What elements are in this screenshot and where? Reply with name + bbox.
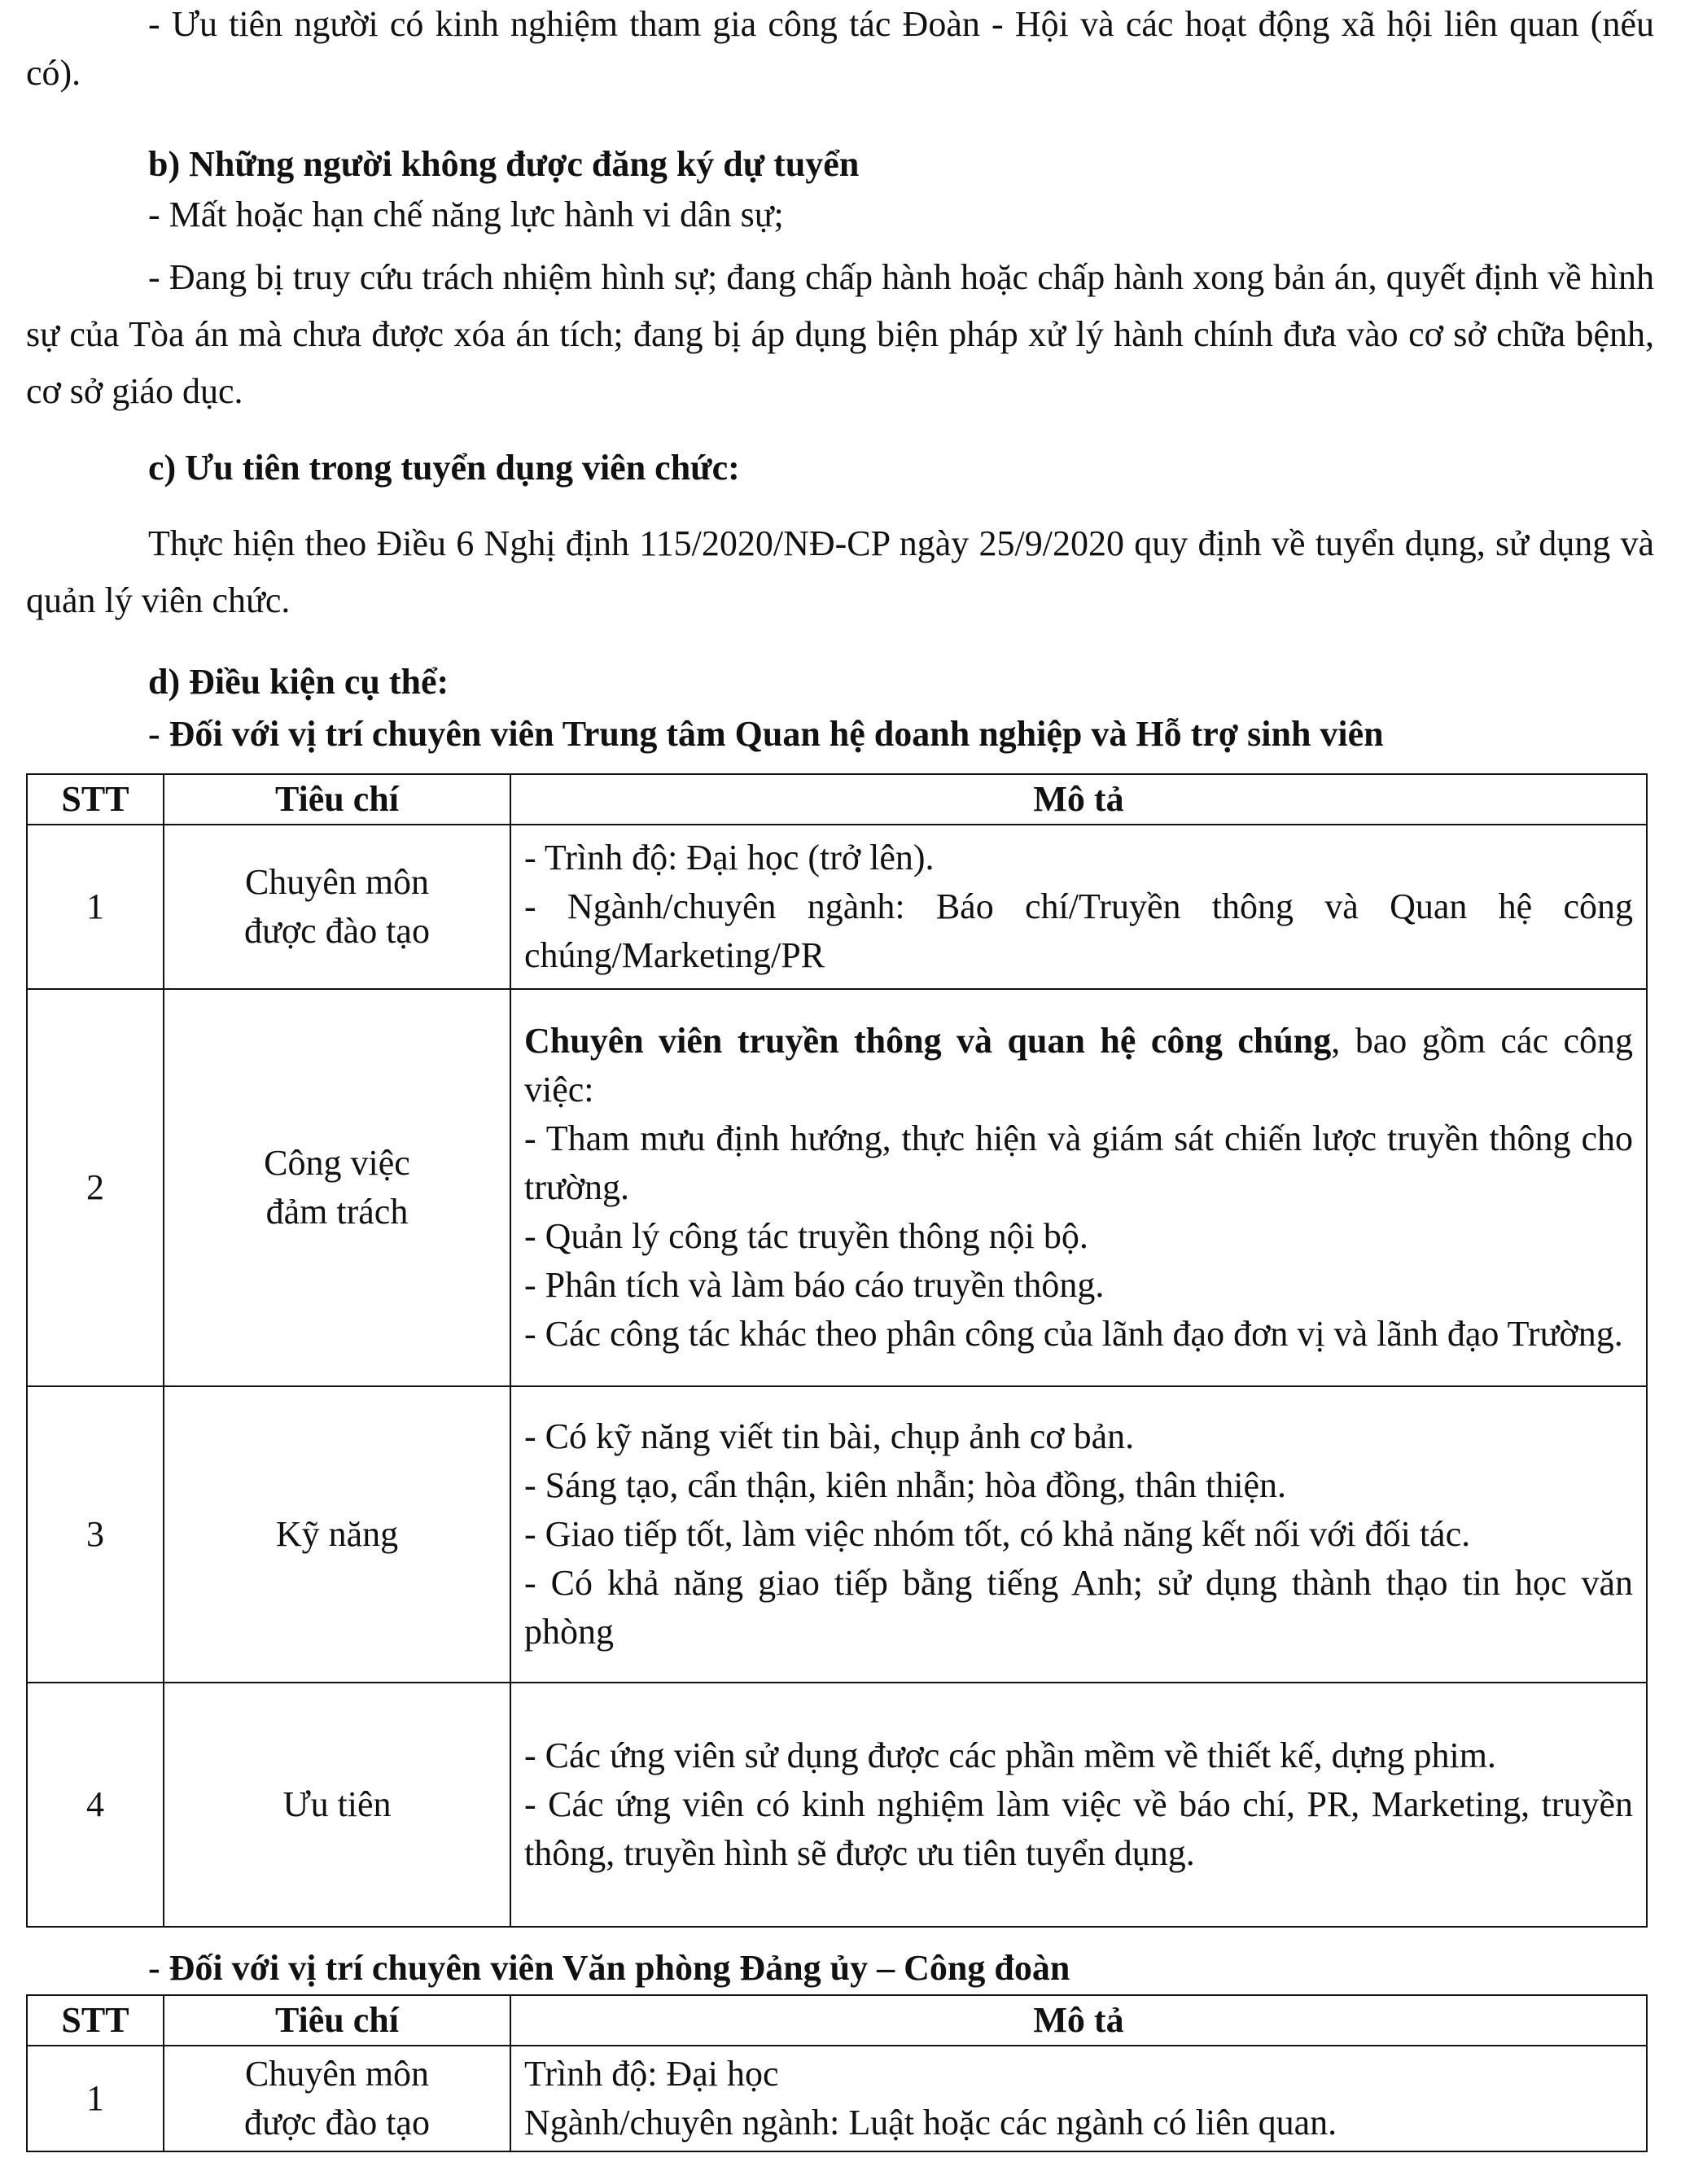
row-stt: 3 [27,1386,164,1683]
row-desc [510,1683,1647,1927]
criteria-table-1 [26,773,1648,1928]
header-desc: Mô tả [510,774,1647,825]
section-d-sub2: - Đối với vị trí chuyên viên Văn phòng Đảng ủy – Công đoàn [148,1948,1070,1988]
row-desc [510,989,1647,1386]
table-row [27,1386,1647,1683]
row-stt: 1 [27,825,164,989]
desc-line: - Giao tiếp tốt, làm việc nhóm tốt, có khả năng kết nối với đối tác. [524,1514,1471,1554]
row-criteria [164,989,510,1386]
header-desc: Mô tả [510,1995,1647,2046]
table-row [27,989,1647,1386]
desc-line: - Sáng tạo, cẩn thận, kiên nhẫn; hòa đồng, thân thiện. [524,1465,1286,1505]
desc-line: - Có kỹ năng viết tin bài, chụp ảnh cơ bản. [524,1416,1135,1456]
desc-line: - Các ứng viên sử dụng được các phần mềm về thiết kế, dựng phim. [524,1735,1496,1775]
section-c-body: Thực hiện theo Điều 6 Nghị định 115/2020/NĐ-CP ngày 25/9/2020 quy định về tuyển dụng, sử dụng và quản lý viên chức. [26,523,1654,620]
table-row [27,825,1647,989]
row-desc [510,2046,1647,2151]
row-desc [510,825,1647,989]
desc-line: - Quản lý công tác truyền thông nội bộ. [524,1216,1088,1256]
criteria-table-2 [26,1994,1648,2152]
section-c-heading: c) Ưu tiên trong tuyển dụng viên chức: [148,448,740,488]
row-stt: 1 [27,2046,164,2151]
row-criteria [164,1683,510,1927]
table-header-row [27,1995,1647,2046]
header-stt: STT [27,1995,164,2046]
desc-bold-title: Chuyên viên truyền thông và quan hệ công chúng [524,1021,1332,1061]
desc-line: Trình độ: Đại học [524,2054,779,2094]
table-row [27,1683,1647,1927]
desc-line: - Phân tích và làm báo cáo truyền thông. [524,1265,1105,1305]
row-stt: 4 [27,1683,164,1927]
desc-line: - Tham mưu định hướng, thực hiện và giám sát chiến lược truyền thông cho trường. [524,1118,1633,1207]
criteria-line: Ưu tiên [282,1784,392,1824]
criteria-line: đảm trách [265,1192,409,1232]
desc-intro-line [524,1017,1633,1114]
criteria-line: Kỹ năng [275,1514,399,1554]
criteria-line: Chuyên môn [244,862,430,902]
priority-experience-paragraph: - Ưu tiên người có kinh nghiệm tham gia công tác Đoàn - Hội và các hoạt động xã hội liên quan (nếu có). [26,4,1654,93]
row-criteria [164,2046,510,2151]
desc-line: - Trình độ: Đại học (trở lên). [524,838,935,878]
table-row [27,2046,1647,2151]
desc-bold-tail: , bao gồm các công việc: [524,1021,1633,1110]
row-criteria [164,1386,510,1683]
section-d-sub1: - Đối với vị trí chuyên viên Trung tâm Quan hệ doanh nghiệp và Hỗ trợ sinh viên [148,714,1384,754]
section-d-heading: d) Điều kiện cụ thể: [148,662,449,702]
criteria-line: được đào tạo [244,911,430,951]
desc-line: - Các ứng viên có kinh nghiệm làm việc về báo chí, PR, Marketing, truyền thông, truyền hình sẽ được ưu tiên tuyển dụng. [524,1784,1633,1873]
section-b-heading: b) Những người không được đăng ký dự tuyển [148,144,860,184]
header-criteria: Tiêu chí [164,1995,510,2046]
desc-line: - Có khả năng giao tiếp bằng tiếng Anh; sử dụng thành thạo tin học văn phòng [524,1563,1633,1652]
row-criteria [164,825,510,989]
header-stt: STT [27,774,164,825]
section-b-item: - Đang bị truy cứu trách nhiệm hình sự; đang chấp hành hoặc chấp hành xong bản án, quyết định về hình sự của Tòa án mà chưa được xóa án tích; đang bị áp dụng biện pháp xử lý hành chính đưa vào cơ sở chữa bệnh, cơ sở giáo dục. [26,257,1654,411]
desc-line: - Các công tác khác theo phân công của lãnh đạo đơn vị và lãnh đạo Trường. [524,1314,1623,1354]
desc-line: - Ngành/chuyên ngành: Báo chí/Truyền thông và Quan hệ công chúng/Marketing/PR [524,886,1633,975]
criteria-line: Chuyên môn [244,2054,430,2094]
row-desc [510,1386,1647,1683]
desc-line: Ngành/chuyên ngành: Luật hoặc các ngành có liên quan. [524,2103,1337,2142]
criteria-line: được đào tạo [244,2103,430,2142]
criteria-line: Công việc [264,1143,410,1183]
table-header-row [27,774,1647,825]
row-stt: 2 [27,989,164,1386]
section-b-item: - Mất hoặc hạn chế năng lực hành vi dân sự; [148,195,784,234]
header-criteria: Tiêu chí [164,774,510,825]
